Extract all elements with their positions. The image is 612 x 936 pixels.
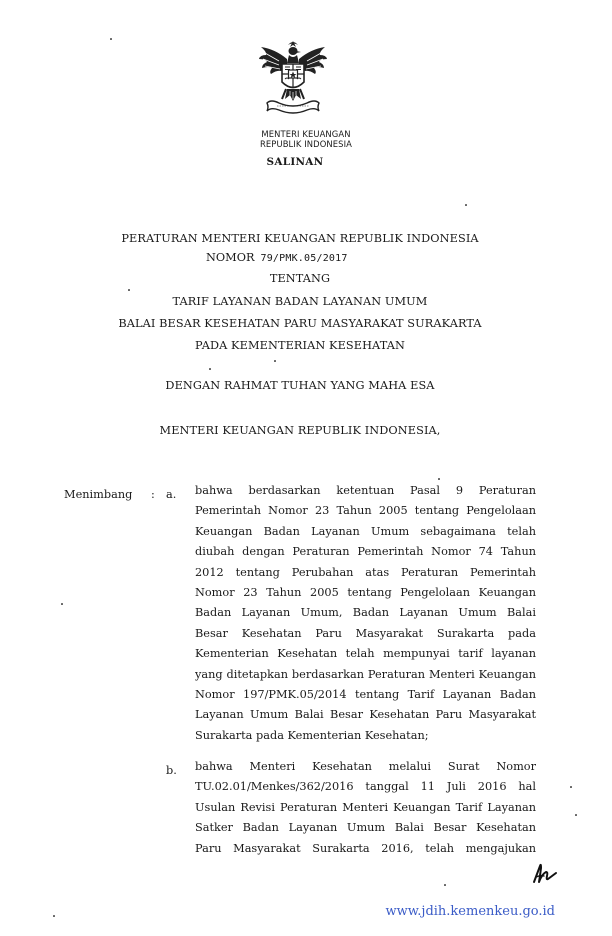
paragraph-line: Keuangan Badan Layanan Umum sebagaimana telah [195,524,536,538]
issuing-authority: MENTERI KEUANGAN REPUBLIK INDONESIA, [159,424,441,437]
scan-speck [465,204,467,206]
paragraph-line: Nomor 23 Tahun 2005 tentang Pengelolaan Keuangan [195,585,536,599]
paragraph-line: 2012 tentang Perubahan atas Peraturan Pemerintah [195,565,536,579]
paragraph-line: Nomor 197/PMK.05/2014 tentang Tarif Layanan Badan [195,687,536,701]
paragraph-line: Besar Kesehatan Paru Masyarakat Surakarta pada [195,626,536,640]
consideration-paragraph-a [195,481,536,746]
scan-speck [444,884,446,886]
paragraph-line: TU.02.01/Menkes/362/2016 tanggal 11 Juli 2016 hal [195,780,536,794]
scan-speck [570,786,572,788]
signature-initial-icon [531,860,559,886]
paragraph-line: diubah dengan Peraturan Pemerintah Nomor 74 Tahun [195,545,536,559]
scan-speck [438,478,440,480]
institution-name-line1: MENTERI KEUANGAN [261,129,351,139]
subject-line2: BALAI BESAR KESEHATAN PARU MASYARAKAT SURAKARTA [118,317,482,330]
subject-line3: PADA KEMENTERIAN KESEHATAN [195,339,405,352]
menimbang-label: Menimbang [64,488,133,501]
paragraph-line: Paru Masyarakat Surakarta 2016, telah mengajukan [195,841,536,855]
subject-line1: TARIF LAYANAN BADAN LAYANAN UMUM [172,295,428,308]
regulation-number [206,251,348,264]
paragraph-line: Surakarta pada Kementerian Kesehatan; [195,728,429,742]
consideration-paragraph-b [195,757,536,859]
scan-speck [53,915,55,917]
invocation: DENGAN RAHMAT TUHAN YANG MAHA ESA [165,379,435,392]
scan-speck [61,603,63,605]
scan-speck [110,38,112,40]
paragraph-line: Satker Badan Layanan Umum Balai Besar Kesehatan [195,821,536,835]
scan-speck [209,368,211,370]
nomor-value: 79/PMK.05/2017 [260,253,348,264]
menimbang-colon: : [151,488,155,501]
copy-label: SALINAN [266,156,324,168]
paragraph-line: Usulan Revisi Peraturan Menteri Keuangan Tarif Layanan [195,800,536,814]
institution-name-line2: REPUBLIK INDONESIA [260,139,352,149]
garuda-emblem-icon [257,37,329,127]
paragraph-line: bahwa Menteri Kesehatan melalui Surat Nomor [195,760,536,773]
paragraph-line: yang ditetapkan berdasarkan Peraturan Menteri Keuangan [195,667,536,681]
scan-speck [575,814,577,816]
regulation-title: PERATURAN MENTERI KEUANGAN REPUBLIK INDONESIA [121,232,479,245]
paragraph-line: Badan Layanan Umum, Badan Layanan Umum Balai [195,606,536,620]
paragraph-line: bahwa berdasarkan ketentuan Pasal 9 Peraturan [195,484,536,497]
tentang-heading: TENTANG [269,272,331,285]
paragraph-line: Kementerian Kesehatan telah mempunyai tarif layanan [195,647,536,661]
scan-speck [128,289,130,291]
item-letter-b: b. [166,764,177,777]
website-link[interactable]: www.jdih.kemenkeu.go.id [385,904,555,919]
paragraph-line: Layanan Umum Balai Besar Kesehatan Paru Masyarakat [195,708,536,722]
paragraph-line: Pemerintah Nomor 23 Tahun 2005 tentang Pengelolaan [195,504,536,518]
scan-speck [274,360,276,362]
item-letter-a: a. [166,488,177,501]
nomor-label: NOMOR [206,251,255,264]
